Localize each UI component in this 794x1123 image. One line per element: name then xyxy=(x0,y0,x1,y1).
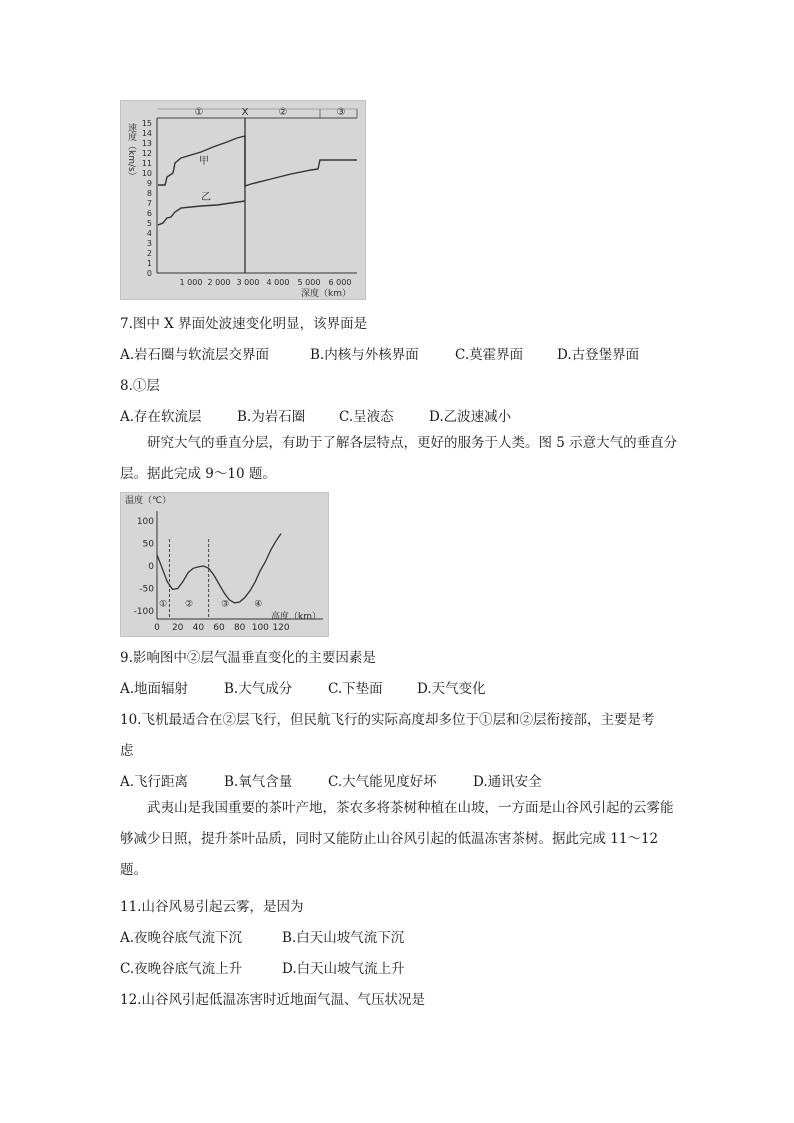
q11-options-row2 xyxy=(120,957,405,977)
y-tick: 14 xyxy=(141,129,152,138)
y-axis-label: 速度（km/s） xyxy=(126,123,136,181)
temperature-series-line xyxy=(157,534,281,603)
x-tick: 1 000 xyxy=(179,278,203,287)
wave-a-curve xyxy=(158,136,357,186)
y-tick: 8 xyxy=(146,189,152,198)
q11-option-c[interactable]: C.夜晚谷底气流上升 xyxy=(120,961,243,977)
chart-y-tick: -100 xyxy=(133,607,154,617)
q10-options xyxy=(120,770,542,790)
x-tick: 5 000 xyxy=(297,278,321,287)
intro-mountain-valley-wind: 武夷山是我国重要的茶叶产地，茶农多将茶树种植在山坡，一方面是山谷风引起的云雾能够减少日照，提升茶叶品质，同时又能防止山谷风引起的低温冻害茶树。据此完成 11～12 题。 xyxy=(120,800,674,878)
y-tick: 15 xyxy=(141,119,152,128)
layer-label-x: X xyxy=(241,107,249,118)
chart-y-tick: -50 xyxy=(139,584,154,595)
layer-label-1: ① xyxy=(194,107,204,118)
layer-label-2: ② xyxy=(278,107,288,118)
x-tick: 6 000 xyxy=(328,278,352,287)
y-tick: 11 xyxy=(141,159,152,168)
seismic-wave-svg xyxy=(121,101,365,299)
chart-x-tick: 100 xyxy=(251,623,269,633)
chart-x-tick: 60 xyxy=(213,623,225,633)
q11-option-d[interactable]: D.白天山坡气流上升 xyxy=(282,961,405,977)
q7-option-d[interactable]: D.古登堡界面 xyxy=(557,347,640,363)
intro-atmosphere: 研究大气的垂直分层，有助于了解各层特点，更好的服务于人类。图 5 示意大气的垂直分层。据此完成 9～10 题。 xyxy=(120,435,678,482)
layer-number-label: ④ xyxy=(254,599,263,610)
q7-option-a[interactable]: A.岩石圈与软流层交界面 xyxy=(120,347,270,363)
q7-options xyxy=(120,343,639,363)
q8-option-c[interactable]: C.呈液态 xyxy=(339,409,394,425)
q9-option-b[interactable]: B.大气成分 xyxy=(224,681,293,697)
q8-options xyxy=(120,405,511,425)
q7-stem: 7.图中 X 界面处波速变化明显，该界面是 xyxy=(120,316,368,332)
y-tick: 0 xyxy=(146,269,152,278)
chart-y-tick: 50 xyxy=(142,539,154,550)
layer-number-label: ② xyxy=(184,599,194,610)
x-tick: 2 000 xyxy=(207,278,231,287)
layer-label-3: ③ xyxy=(336,107,346,118)
q9-options xyxy=(120,677,486,697)
y-tick: 10 xyxy=(141,169,152,178)
y-tick: 9 xyxy=(146,179,152,188)
q10-option-a[interactable]: A.飞行距离 xyxy=(120,774,189,790)
q8-option-d[interactable]: D.乙波速减小 xyxy=(429,409,512,425)
y-tick: 7 xyxy=(146,199,152,208)
wave-b-label: 乙 xyxy=(201,192,211,203)
chart-x-tick: 120 xyxy=(272,623,290,633)
y-tick-labels xyxy=(142,119,152,278)
chart-x-tick: 80 xyxy=(233,623,246,633)
q8-option-a[interactable]: A.存在软流层 xyxy=(120,409,202,425)
y-tick: 3 xyxy=(146,239,152,248)
y-tick: 4 xyxy=(146,229,152,238)
q7-option-c[interactable]: C.莫霍界面 xyxy=(455,347,524,363)
wave-a-label: 甲 xyxy=(199,156,209,167)
chart-y-tick: 100 xyxy=(136,517,154,527)
q11-option-b[interactable]: B.白天山坡气流下沉 xyxy=(282,930,405,946)
atmosphere-chart-svg xyxy=(121,493,328,636)
chart-y-tick: 0 xyxy=(148,562,154,572)
q10-stem-line1: 10.飞机最适合在②层飞行，但民航飞行的实际高度却多位于①层和②层衔接部，主要是考 xyxy=(120,712,655,728)
y-tick: 12 xyxy=(141,149,152,158)
layer-number-label: ① xyxy=(159,599,168,610)
q11-option-a[interactable]: A.夜晚谷底气流下沉 xyxy=(120,930,243,946)
q10-option-b[interactable]: B.氧气含量 xyxy=(224,774,293,790)
chart-x-label: 高度（km） xyxy=(271,612,321,622)
x-tick: 4 000 xyxy=(266,278,290,287)
q10-option-c[interactable]: C.大气能见度好坏 xyxy=(328,774,437,790)
q11-stem: 11.山谷风易引起云雾，是因为 xyxy=(120,899,304,915)
q12-stem: 12.山谷风引起低温冻害时近地面气温、气压状况是 xyxy=(120,992,425,1008)
y-tick: 13 xyxy=(141,139,152,148)
atmosphere-figure xyxy=(120,492,329,637)
y-tick: 6 xyxy=(146,209,152,218)
y-tick: 1 xyxy=(146,259,152,268)
y-tick: 5 xyxy=(146,219,152,228)
chart-x-tick: 20 xyxy=(171,623,184,633)
q10-option-d[interactable]: D.通讯安全 xyxy=(473,774,542,790)
chart-y-label: 温度（℃） xyxy=(125,496,172,506)
chart-x-tick: 0 xyxy=(154,623,160,633)
q7-option-b[interactable]: B.内核与外核界面 xyxy=(310,347,419,363)
chart-x-tick: 40 xyxy=(192,623,205,633)
q10-stem-line2: 虑 xyxy=(120,743,134,759)
q9-option-a[interactable]: A.地面辐射 xyxy=(120,681,189,697)
q8-option-b[interactable]: B.为岩石圈 xyxy=(237,409,306,425)
x-tick: 3 000 xyxy=(236,278,260,287)
q9-option-d[interactable]: D.天气变化 xyxy=(417,681,486,697)
q11-options-row1 xyxy=(120,926,404,946)
y-tick: 2 xyxy=(146,249,152,258)
q8-stem: 8.①层 xyxy=(120,378,160,394)
q9-option-c[interactable]: C.下垫面 xyxy=(328,681,383,697)
seismic-wave-figure xyxy=(120,100,366,300)
q9-stem: 9.影响图中②层气温垂直变化的主要因素是 xyxy=(120,650,376,666)
wave-b-curve xyxy=(158,201,245,225)
layer-number-label: ③ xyxy=(221,599,230,610)
x-axis-label: 深度（km） xyxy=(301,289,351,299)
